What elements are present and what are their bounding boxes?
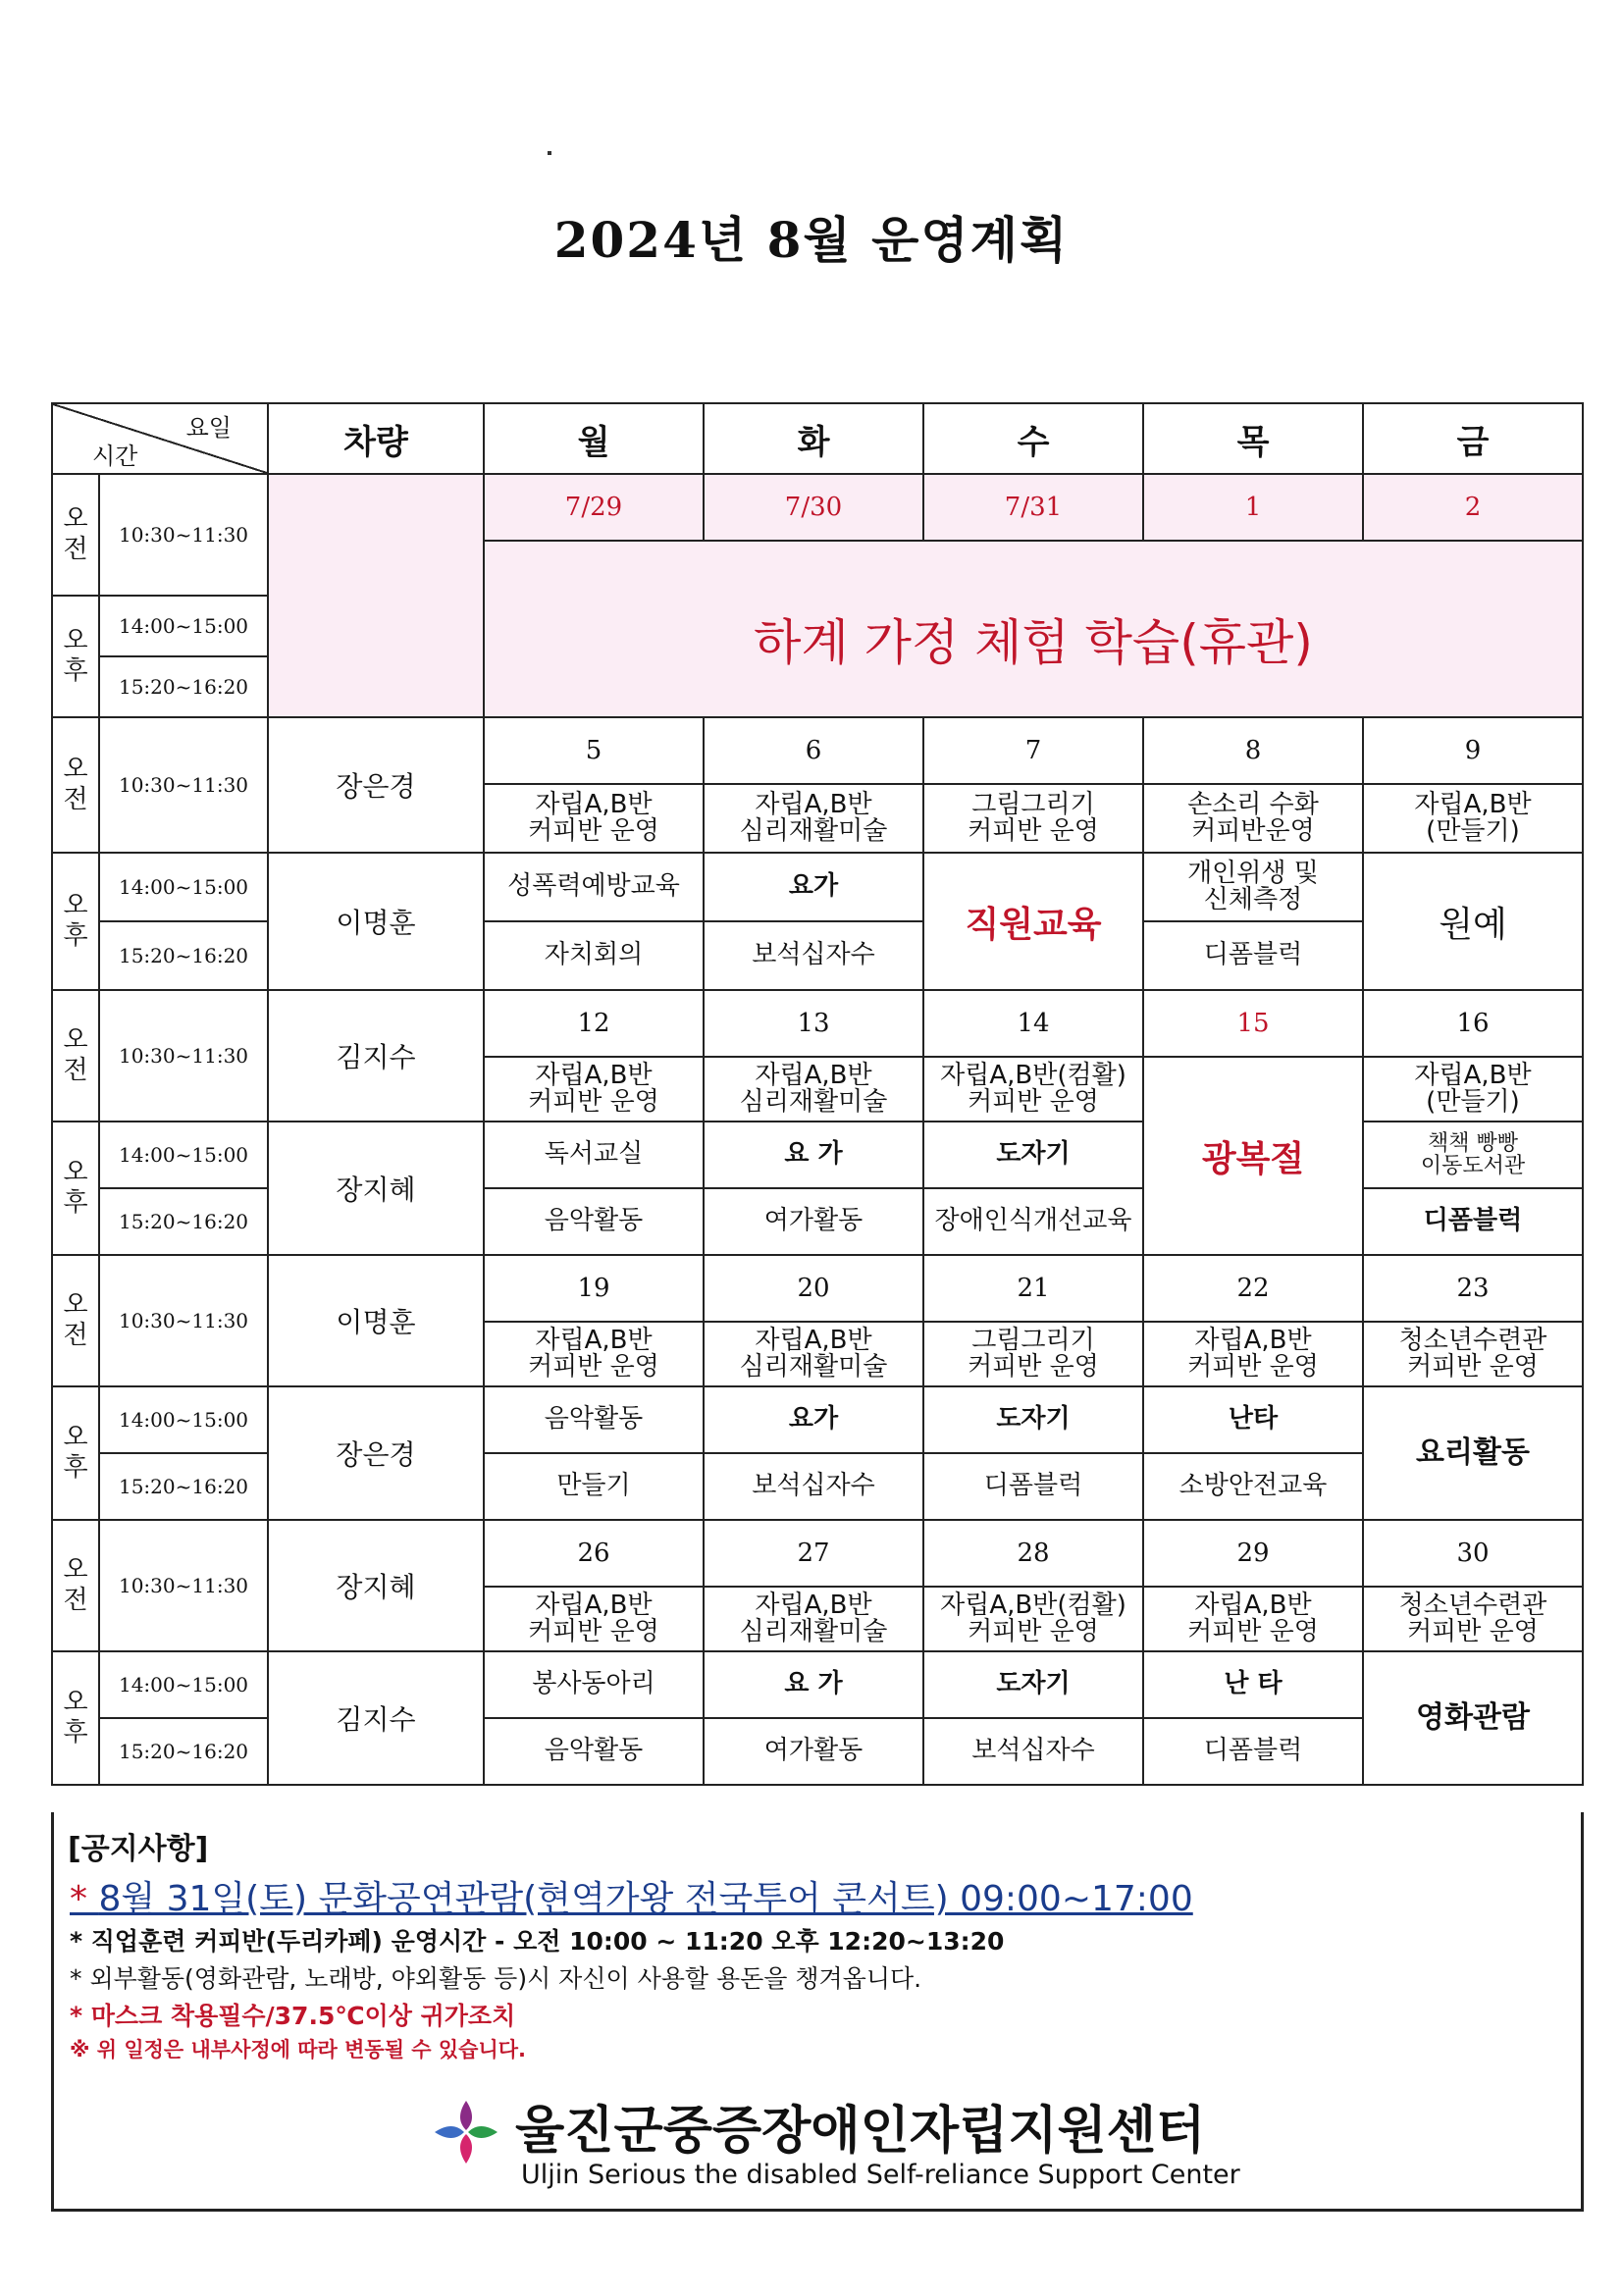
am-label: 오전 [52,474,99,596]
day-header-mon: 월 [484,403,704,474]
time-label: 시간 [92,443,138,470]
activity-cell: 요가 [704,853,923,921]
activity-cell: 자립A,B반 심리재활미술 [704,1587,923,1651]
am-label: 오전 [52,990,99,1122]
notice-header: [공지사항] [68,1832,209,1866]
activity-cell: 자립A,B반 커피반 운영 [1143,1587,1363,1651]
time-slot-am: 10:30~11:30 [99,990,268,1122]
notice-box [51,1812,1584,2212]
activity-cell: 손소리 수화 커피반운영 [1143,784,1363,853]
vehicle-pm: 김지수 [268,1651,484,1785]
day-header-thu: 목 [1143,403,1363,474]
vehicle-am: 장은경 [268,717,484,853]
date-cell: 16 [1363,990,1583,1057]
date-cell: 19 [484,1255,704,1322]
activity-cell: 여가활동 [704,1718,923,1785]
activity-cell: 자립A,B반(컴활) 커피반 운영 [923,1587,1143,1651]
activity-cell: 자립A,B반 커피반 운영 [484,1057,704,1122]
notice-allowance: * 외부활동(영화관람, 노래방, 야외활동 등)시 자신이 사용할 용돈을 챙겨옵니다. [70,1964,922,1993]
time-slot-pm1: 14:00~15:00 [99,1386,268,1453]
time-slot-pm2: 15:20~16:20 [99,921,268,990]
time-slot-pm2: 15:20~16:20 [99,1718,268,1785]
activity-cell: 자립A,B반 커피반 운영 [484,1587,704,1651]
org-logo [427,2093,505,2171]
date-cell: 1 [1143,474,1363,541]
day-header-wed: 수 [923,403,1143,474]
date-cell: 5 [484,717,704,784]
page-title: 2024년 8월 운영계획 [553,211,1070,269]
day-label: 요일 [185,414,232,442]
week3-date-row [52,990,1583,1057]
activity-cell: 자립A,B반(컴활) 커피반 운영 [923,1057,1143,1122]
activity-cell: 요가 [704,1386,923,1453]
notice-cafe-hours: * 직업훈련 커피반(두리카페) 운영시간 - 오전 10:00 ~ 11:20 오후 12:20~13:20 [70,1927,1005,1956]
vehicle-pm: 장지혜 [268,1122,484,1255]
week1-date-row [52,474,1583,541]
date-cell: 7 [923,717,1143,784]
am-label: 오전 [52,1255,99,1386]
activity-cell: 책책 빵빵 이동도서관 [1363,1122,1583,1188]
week4-pm1-row [52,1386,1583,1453]
activity-cell: 도자기 [923,1651,1143,1718]
date-cell: 30 [1363,1520,1583,1587]
activity-cell: 원예 [1363,853,1583,990]
time-slot-am: 10:30~11:30 [99,1255,268,1386]
week4-date-row [52,1255,1583,1322]
activity-cell: 디폼블럭 [1143,1718,1363,1785]
activity-cell: 요 가 [704,1122,923,1188]
activity-cell: 그림그리기 커피반 운영 [923,784,1143,853]
activity-cell: 자립A,B반 커피반 운영 [484,1322,704,1386]
activity-cell: 디폼블럭 [1363,1188,1583,1255]
notice-schedule-change: ※ 위 일정은 내부사정에 따라 변동될 수 있습니다. [70,2038,527,2061]
date-cell: 9 [1363,717,1583,784]
activity-cell: 여가활동 [704,1188,923,1255]
activity-cell: 소방안전교육 [1143,1453,1363,1520]
week5-pm1-row [52,1651,1583,1718]
activity-cell: 봉사동아리 [484,1651,704,1718]
vehicle-am: 이명훈 [268,1255,484,1386]
activity-cell: 자립A,B반 심리재활미술 [704,1057,923,1122]
date-cell: 7/30 [704,474,923,541]
vehicle-pm: 장은경 [268,1386,484,1520]
time-slot-am: 10:30~11:30 [99,1520,268,1651]
time-slot-pm2: 15:20~16:20 [99,1188,268,1255]
activity-cell: 난 타 [1143,1651,1363,1718]
vehicle-pm: 이명훈 [268,853,484,990]
activity-cell: 요 가 [704,1651,923,1718]
date-cell: 22 [1143,1255,1363,1322]
org-name: 울진군중증장애인자립지원센터 [515,2102,1206,2161]
activity-cell: 자립A,B반 커피반 운영 [1143,1322,1363,1386]
vehicle-header: 차량 [268,403,484,474]
am-label: 오전 [52,717,99,853]
scan-dot [548,151,551,155]
activity-cell: 장애인식개선교육 [923,1188,1143,1255]
time-slot-am: 10:30~11:30 [99,474,268,596]
notice-concert [70,1871,1193,1921]
activity-cell: 음악활동 [484,1188,704,1255]
notice-mask: * 마스크 착용필수/37.5℃이상 귀가조치 [70,2002,516,2030]
activity-cell: 만들기 [484,1453,704,1520]
time-slot-pm1: 14:00~15:00 [99,596,268,656]
time-slot-pm1: 14:00~15:00 [99,1651,268,1718]
activity-cell: 자치회의 [484,921,704,990]
vehicle-cell [268,474,484,717]
date-cell: 6 [704,717,923,784]
activity-cell: 청소년수련관 커피반 운영 [1363,1322,1583,1386]
activity-cell: 음악활동 [484,1718,704,1785]
date-cell: 27 [704,1520,923,1587]
time-slot-pm2: 15:20~16:20 [99,656,268,717]
date-cell: 28 [923,1520,1143,1587]
activity-cell: 자립A,B반 커피반 운영 [484,784,704,853]
date-cell: 20 [704,1255,923,1322]
time-slot-pm2: 15:20~16:20 [99,1453,268,1520]
date-cell: 15 [1143,990,1363,1057]
activity-cell: 개인위생 및 신체측정 [1143,853,1363,921]
date-cell: 29 [1143,1520,1363,1587]
corner-cell [52,403,268,474]
date-cell: 12 [484,990,704,1057]
activity-cell: 음악활동 [484,1386,704,1453]
date-cell: 13 [704,990,923,1057]
week2-date-row [52,717,1583,784]
schedule-table [51,402,1584,1786]
activity-cell: 영화관람 [1363,1651,1583,1785]
date-cell: 7/31 [923,474,1143,541]
activity-cell: 보석십자수 [923,1718,1143,1785]
time-slot-am: 10:30~11:30 [99,717,268,853]
activity-cell: 도자기 [923,1122,1143,1188]
pm-label: 오후 [52,596,99,717]
activity-cell: 독서교실 [484,1122,704,1188]
day-header-tue: 화 [704,403,923,474]
activity-cell: 보석십자수 [704,921,923,990]
time-slot-pm1: 14:00~15:00 [99,853,268,921]
time-slot-pm1: 14:00~15:00 [99,1122,268,1188]
activity-cell: 난타 [1143,1386,1363,1453]
activity-cell: 자립A,B반 (만들기) [1363,784,1583,853]
pm-label: 오후 [52,853,99,990]
staff-training-cell: 직원교육 [923,853,1143,990]
activity-cell: 디폼블럭 [923,1453,1143,1520]
star-bullet: * [70,1879,87,1919]
activity-cell: 자립A,B반 (만들기) [1363,1057,1583,1122]
activity-cell: 보석십자수 [704,1453,923,1520]
date-cell: 2 [1363,474,1583,541]
org-name-en: Uljin Serious the disabled Self-reliance Support Center [521,2160,1240,2190]
date-cell: 14 [923,990,1143,1057]
activity-cell: 디폼블럭 [1143,921,1363,990]
date-cell: 8 [1143,717,1363,784]
activity-cell: 성폭력예방교육 [484,853,704,921]
activity-cell: 도자기 [923,1386,1143,1453]
pm-label: 오후 [52,1122,99,1255]
pm-label: 오후 [52,1386,99,1520]
notice-concert-text: 8월 31일(토) 문화공연관람(현역가왕 전국투어 콘서트) 09:00~17:00 [98,1879,1193,1919]
date-cell: 26 [484,1520,704,1587]
vehicle-am: 장지혜 [268,1520,484,1651]
date-cell: 7/29 [484,474,704,541]
date-cell: 23 [1363,1255,1583,1322]
week5-date-row [52,1520,1583,1587]
vacation-banner: 하계 가정 체험 학습(휴관) [484,541,1583,717]
activity-cell: 청소년수련관 커피반 운영 [1363,1587,1583,1651]
date-cell: 21 [923,1255,1143,1322]
header-row [52,403,1583,474]
activity-cell: 요리활동 [1363,1386,1583,1520]
activity-cell: 자립A,B반 심리재활미술 [704,784,923,853]
day-header-fri: 금 [1363,403,1583,474]
activity-cell: 그림그리기 커피반 운영 [923,1322,1143,1386]
week2-pm1-row [52,853,1583,921]
activity-cell: 자립A,B반 심리재활미술 [704,1322,923,1386]
vehicle-am: 김지수 [268,990,484,1122]
pm-label: 오후 [52,1651,99,1785]
am-label: 오전 [52,1520,99,1651]
liberation-day-cell: 광복절 [1143,1057,1363,1255]
